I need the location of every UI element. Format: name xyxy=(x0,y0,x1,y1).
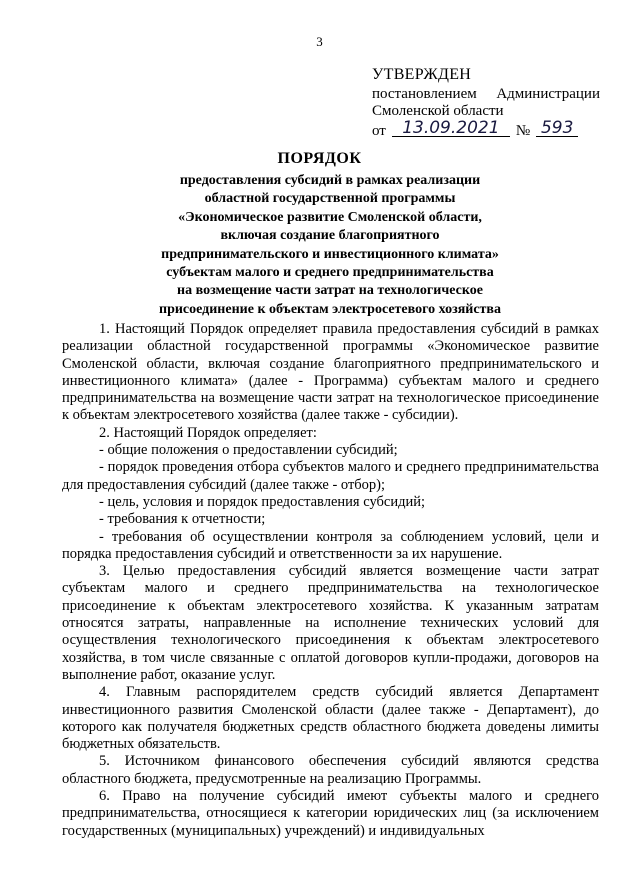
subtitle-line: предпринимательского и инвестиционного климата» xyxy=(161,246,499,262)
region-line: Смоленской области xyxy=(372,103,504,119)
subtitle-line: присоединение к объектам электросетевого хозяйства xyxy=(159,301,501,317)
subtitle-line: предоставления субсидий в рамках реализации xyxy=(179,173,481,188)
handwritten-number: 593 xyxy=(536,120,578,137)
paragraph-3: 3. Целью предоставления субсидий является возмещение части затрат субъектам малого и среднего предпринимательства на технологическое присоединение к объектам электросетевого хозяйства. К указанным затратам относятся затраты, направленные на исполнение технических условий для осуществления технологического присоединения к объектам электросетевого хозяйства, в том числе связанные с оплатой договоров купли-продажи, договоров на выполнение работ, оказание услуг. xyxy=(62,563,599,683)
paragraph-6: 6. Право на получение субсидий имеют субъекты малого и среднего предпринимательства, относящиеся к категории юридических лиц (за исключением государственных (муниципальных) учреждений) и индивидуальных xyxy=(62,788,599,839)
approval-stamp xyxy=(372,66,600,140)
number-label: № xyxy=(515,123,531,139)
list-item: - общие положения о предоставлении субсидий; xyxy=(99,442,398,459)
page-number: 3 xyxy=(316,34,323,49)
subtitle-line: «Экономическое развитие Смоленской области, xyxy=(178,209,482,225)
document-subtitle xyxy=(100,172,560,319)
document-title: ПОРЯДОК xyxy=(277,150,362,167)
paragraph-4: 4. Главным распорядителем средств субсидий является Департамент инвестиционного развития Смоленской области (далее также - Департамент), до которого как получателя бюджетных средств областного бюджета доведены лимиты бюджетных обязательств. xyxy=(62,684,599,753)
document-body xyxy=(62,321,599,840)
paragraph-1: 1. Настоящий Порядок определяет правила предоставления субсидий в рамках реализации областной государственной программы «Экономическое развитие Смоленской области, включая создание благоприятного предпринимательского и инвестиционного климата» (далее - Программа) субъектам малого и среднего предпринимательства на возмещение части затрат на технологическое присоединение к объектам электросетевого хозяйства (далее также - субсидии). xyxy=(62,321,599,424)
list-item: - порядок проведения отбора субъектов малого и среднего предпринимательства для предоставления субсидий (далее также - отбор); xyxy=(62,459,599,493)
paragraph-2: 2. Настоящий Порядок определяет: xyxy=(99,424,317,441)
decree-line xyxy=(372,86,600,103)
date-number-line xyxy=(372,120,600,140)
subtitle-line: включая создание благоприятного xyxy=(220,228,440,244)
decree-word: постановлением xyxy=(372,86,477,102)
decree-authority: Администрации xyxy=(496,86,600,102)
subtitle-line: областной государственной программы xyxy=(204,191,456,207)
paragraph-5: 5. Источником финансового обеспечения субсидий являются средства областного бюджета, предусмотренные на реализацию Программы. xyxy=(62,753,599,787)
subtitle-line: на возмещение части затрат на технологическое xyxy=(177,283,483,299)
list-item: - цель, условия и порядок предоставления субсидий; xyxy=(99,493,426,510)
list-item: - требования об осуществлении контроля за соблюдением условий, цели и порядка предоставления субсидий и ответственности за их нарушение. xyxy=(62,528,599,562)
from-label: от xyxy=(372,123,386,139)
handwritten-date: 13.09.2021 xyxy=(392,120,510,137)
subtitle-line: субъектам малого и среднего предпринимательства xyxy=(166,265,494,281)
approved-heading: УТВЕРЖДЕН xyxy=(372,66,472,83)
list-item: - требования к отчетности; xyxy=(99,511,266,528)
